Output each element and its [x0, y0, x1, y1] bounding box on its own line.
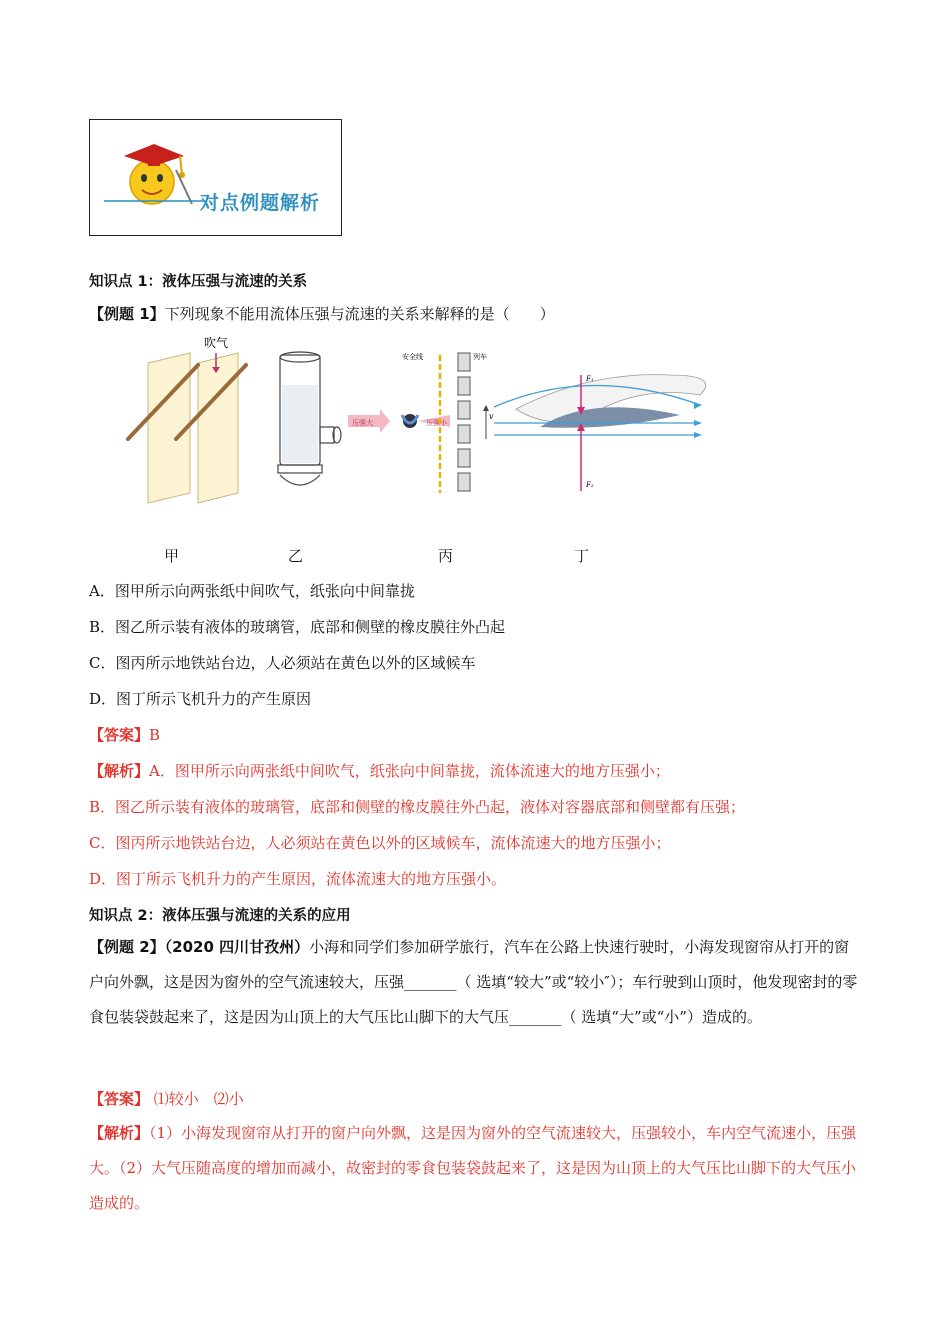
- caption-ding: 丁: [574, 547, 590, 565]
- velocity-label: v: [489, 412, 494, 421]
- option-b: B．图乙所示装有液体的玻璃管，底部和侧壁的橡皮膜往外凸起: [89, 618, 506, 636]
- figure-jia: [128, 335, 246, 503]
- banner-title: 对点例题解析: [200, 192, 321, 214]
- high-pressure-label: 压强大: [352, 419, 373, 427]
- answer-2-value: ⑴较小 ⑵小: [149, 1090, 244, 1108]
- example-1-tag: 【例题 1】: [89, 305, 165, 323]
- example-2-analysis: [89, 1116, 864, 1221]
- answer-2-tag: 【答案】: [89, 1090, 150, 1108]
- safety-line-label: 安全线: [402, 353, 423, 361]
- answer-value: B: [149, 726, 161, 744]
- example-2-text: 小海和同学们参加研学旅行，汽车在公路上快速行驶时，小海发现窗帘从打开的窗户向外飘，这是因为窗外的空气流速较大，压强_______（ 选填“较大”或“较小″）；车行驶到山顶时，他发现密封的零食包装袋鼓起来了，这是因为山顶上的大气压比山脚下的大气压_______（ 选填“大”或“小”）造成的。: [89, 938, 858, 1026]
- example-1-figures: [120, 335, 720, 505]
- example-2-stem: [89, 930, 864, 1035]
- section-banner: [89, 119, 342, 236]
- blow-label: 吹气: [204, 336, 229, 350]
- analysis-2-text: （1）小海发现窗帘从打开的窗户向外飘，这是因为窗外的空气流速较大，压强较小，车内空气流速小，压强大。（2）大气压随高度的增加而减小，故密封的零食包装袋鼓起来了，这是因为山顶上的大气压比山脚下的大气压小造成的。: [89, 1124, 857, 1212]
- train-label: 列车: [473, 353, 487, 361]
- low-pressure-label: 压强小: [426, 419, 447, 427]
- option-a: A．图甲所示向两张纸中间吹气，纸张向中间靠拢: [89, 582, 415, 600]
- caption-jia: 甲: [164, 547, 180, 565]
- caption-yi: 乙: [288, 547, 304, 565]
- analysis-text-a: A．图甲所示向两张纸中间吹气，纸张向中间靠拢，流体流速大的地方压强小；: [149, 762, 670, 780]
- figure-ding: [494, 375, 706, 491]
- analysis-2-tag: 【解析】: [89, 1124, 150, 1142]
- knowledge-point-1-heading: 知识点 1：液体压强与流速的关系: [89, 274, 308, 290]
- example-2-answer: [89, 1088, 244, 1109]
- example-1-analysis-c: C．图丙所示地铁站台边，人必须站在黄色以外的区域候车，流体流速大的地方压强小；: [89, 834, 671, 852]
- example-1-analysis-a: [89, 760, 670, 781]
- option-c: C．图丙所示地铁站台边，人必须站在黄色以外的区域候车: [89, 654, 476, 672]
- example-1-analysis-b: B．图乙所示装有液体的玻璃管，底部和侧壁的橡皮膜往外凸起，液体对容器底部和侧壁都有压强；: [89, 798, 746, 816]
- force-f1-label: F₁: [586, 375, 594, 383]
- example-1-analysis-d: D．图丁所示飞机升力的产生原因，流体流速大的地方压强小。: [89, 870, 507, 888]
- example-2-tag: 【例题 2】: [89, 938, 165, 956]
- answer-tag: 【答案】: [89, 726, 150, 744]
- example-1-stem: [89, 303, 555, 324]
- figure-yi: [278, 352, 341, 485]
- knowledge-point-2-heading: 知识点 2：液体压强与流速的关系的应用: [89, 908, 351, 924]
- example-1-text: 下列现象不能用流体压强与流速的关系来解释的是（ ）: [164, 305, 555, 323]
- example-2-source: （2020 四川甘孜州）: [164, 938, 310, 956]
- example-1-answer: [89, 724, 160, 745]
- figure-bing: [348, 352, 494, 493]
- analysis-tag: 【解析】: [89, 762, 150, 780]
- banner-line: [104, 198, 204, 204]
- force-f2-label: F₂: [586, 481, 594, 489]
- caption-bing: 丙: [438, 547, 454, 565]
- option-d: D．图丁所示飞机升力的产生原因: [89, 690, 312, 708]
